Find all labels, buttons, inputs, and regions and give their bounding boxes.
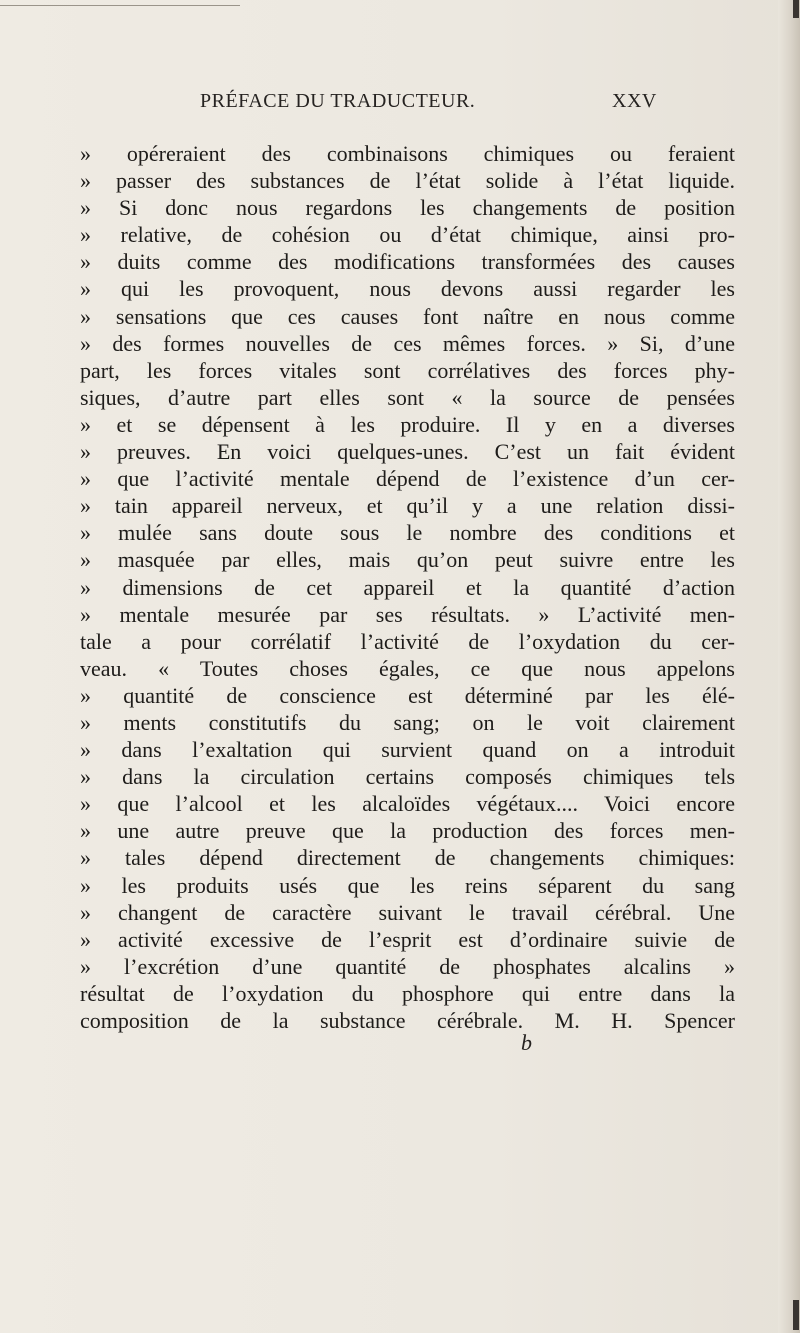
text-line: » mentale mesurée par ses résultats. » L’activité men- [80, 601, 735, 627]
margin-mark [793, 0, 799, 18]
text-line: » et se dépensent à les produire. Il y en a diverses [80, 411, 735, 437]
text-line: part, les forces vitales sont corrélatives des forces phy- [80, 357, 735, 383]
text-line: » sensations que ces causes font naître en nous comme [80, 303, 735, 329]
margin-mark [793, 1300, 799, 1330]
text-line: » que l’alcool et les alcaloïdes végétaux.... Voici encore [80, 791, 735, 817]
text-line: » opéreraient des combinaisons chimiques ou feraient [80, 141, 735, 166]
text-line: » mulée sans doute sous le nombre des conditions et [80, 520, 735, 546]
text-line: » des formes nouvelles de ces mêmes forces. » Si, d’une [80, 330, 735, 356]
page-edge [778, 0, 800, 1333]
text-line: » duits comme des modifications transformées des causes [80, 249, 735, 275]
text-line: veau. « Toutes choses égales, ce que nous appelons [80, 655, 735, 681]
text-line: » masquée par elles, mais qu’on peut suivre entre les [80, 547, 735, 573]
text-line: » quantité de conscience est déterminé par les élé- [80, 682, 735, 708]
text-line: » tales dépend directement de changements chimiques: [80, 845, 735, 871]
text-line: siques, d’autre part elles sont « la source de pensées [80, 384, 735, 410]
text-line: » passer des substances de l’état solide à l’état liquide. [80, 168, 735, 194]
text-line: » dans la circulation certains composés chimiques tels [80, 764, 735, 790]
text-line: » relative, de cohésion ou d’état chimique, ainsi pro- [80, 222, 735, 248]
text-line: composition de la substance cérébrale. M. H. Spencer [80, 1008, 735, 1033]
text-line: » dans l’exaltation qui survient quand on a introduit [80, 737, 735, 763]
text-line: tale a pour corrélatif l’activité de l’oxydation du cer- [80, 628, 735, 654]
text-line: » Si donc nous regardons les changements de position [80, 195, 735, 221]
text-line: » que l’activité mentale dépend de l’existence d’un cer- [80, 466, 735, 492]
text-line: » ments constitutifs du sang; on le voit clairement [80, 709, 735, 735]
text-line: résultat de l’oxydation du phosphore qui entre dans la [80, 980, 735, 1006]
text-line: » changent de caractère suivant le travail cérébral. Une [80, 899, 735, 925]
text-line: » une autre preuve que la production des forces men- [80, 818, 735, 844]
text-line: » les produits usés que les reins séparent du sang [80, 872, 735, 898]
page-number: XXV [612, 90, 657, 112]
signature-mark: b [521, 1030, 532, 1055]
body-text [80, 140, 735, 1034]
text-line: » tain appareil nerveux, et qu’il y a une relation dissi- [80, 493, 735, 519]
top-rule [0, 5, 240, 6]
text-line: » activité excessive de l’esprit est d’ordinaire suivie de [80, 926, 735, 952]
text-line: » qui les provoquent, nous devons aussi regarder les [80, 276, 735, 302]
text-line: » preuves. En voici quelques-unes. C’est un fait évident [80, 439, 735, 465]
running-title: PRÉFACE DU TRADUCTEUR. [200, 90, 476, 112]
text-line: » l’excrétion d’une quantité de phosphates alcalins » [80, 953, 735, 979]
text-line: » dimensions de cet appareil et la quantité d’action [80, 574, 735, 600]
